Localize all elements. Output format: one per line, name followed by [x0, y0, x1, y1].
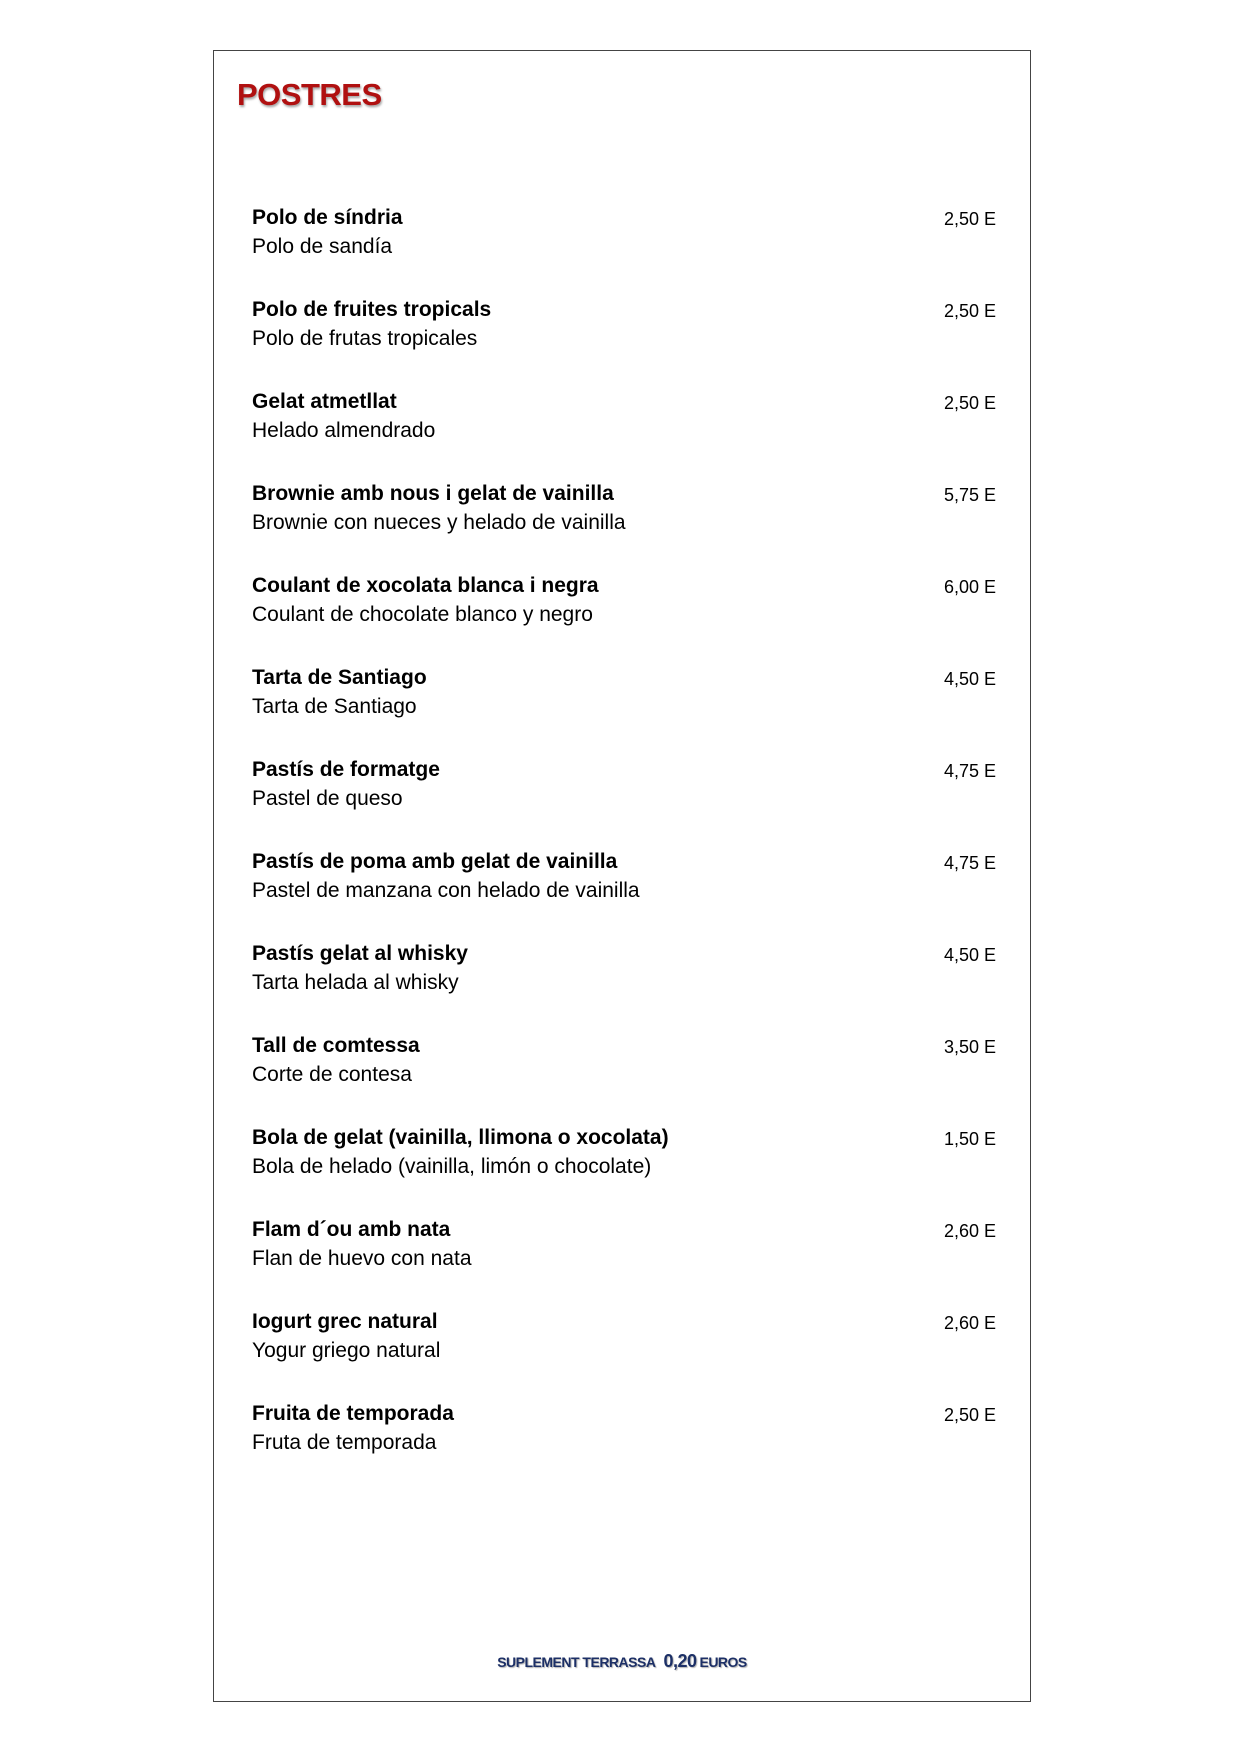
item-name: Tarta de Santiago: [252, 666, 427, 689]
menu-item: [252, 940, 996, 1032]
item-name: Brownie amb nous i gelat de vainilla: [252, 482, 614, 505]
item-description: Helado almendrado: [252, 419, 436, 442]
supplement-value: 0,20: [663, 1651, 697, 1671]
item-description: Polo de frutas tropicales: [252, 327, 478, 350]
menu-item: [252, 1216, 996, 1308]
item-price: 6,00 E: [943, 577, 996, 597]
item-price: 4,75 E: [943, 761, 996, 781]
item-name: Pastís gelat al whisky: [252, 942, 468, 965]
item-description: Flan de huevo con nata: [252, 1247, 472, 1270]
item-description: Tarta de Santiago: [252, 695, 417, 718]
item-name: Polo de síndria: [252, 206, 403, 229]
menu-item: [252, 480, 996, 572]
item-price: 3,50 E: [943, 1037, 996, 1057]
item-name: Gelat atmetllat: [252, 390, 397, 413]
item-description: Fruta de temporada: [252, 1431, 437, 1454]
item-description: Bola de helado (vainilla, limón o chocolate): [252, 1155, 652, 1178]
item-name: Pastís de formatge: [252, 758, 440, 781]
item-price: 4,75 E: [943, 853, 996, 873]
supplement-label: SUPLEMENT TERRASSA: [497, 1654, 656, 1670]
item-price: 4,50 E: [943, 945, 996, 965]
menu-item: [252, 572, 996, 664]
item-price: 1,50 E: [943, 1129, 996, 1149]
menu-item: [252, 1308, 996, 1400]
item-description: Pastel de queso: [252, 787, 403, 810]
menu-item: [252, 664, 996, 756]
supplement-unit: EUROS: [699, 1654, 747, 1670]
item-description: Tarta helada al whisky: [252, 971, 459, 994]
item-price: 2,60 E: [943, 1221, 996, 1241]
menu-item: [252, 1124, 996, 1216]
menu-item: [252, 756, 996, 848]
menu-item: [252, 204, 996, 296]
menu-item: [252, 388, 996, 480]
item-description: Yogur griego natural: [252, 1339, 441, 1362]
menu-item: [252, 1032, 996, 1124]
item-price: 2,50 E: [943, 209, 996, 229]
item-price: 2,50 E: [943, 393, 996, 413]
item-name: Flam d´ou amb nata: [252, 1218, 451, 1241]
item-name: Iogurt grec natural: [252, 1310, 438, 1333]
menu-frame: [213, 50, 1031, 1702]
item-name: Coulant de xocolata blanca i negra: [252, 574, 599, 597]
menu-list: [252, 204, 996, 1492]
item-price: 2,50 E: [943, 1405, 996, 1425]
menu-item: [252, 1400, 996, 1492]
item-name: Tall de comtessa: [252, 1034, 420, 1057]
item-price: 2,50 E: [943, 301, 996, 321]
item-name: Fruita de temporada: [252, 1402, 454, 1425]
item-description: Pastel de manzana con helado de vainilla: [252, 879, 640, 902]
terrace-supplement-note: [214, 1651, 1030, 1672]
menu-item: [252, 296, 996, 388]
item-price: 2,60 E: [943, 1313, 996, 1333]
item-name: Polo de fruites tropicals: [252, 298, 492, 321]
item-name: Bola de gelat (vainilla, llimona o xocolata): [252, 1126, 669, 1149]
item-price: 5,75 E: [943, 485, 996, 505]
item-description: Polo de sandía: [252, 235, 393, 258]
item-description: Corte de contesa: [252, 1063, 412, 1086]
item-name: Pastís de poma amb gelat de vainilla: [252, 850, 618, 873]
item-description: Coulant de chocolate blanco y negro: [252, 603, 593, 626]
menu-title: POSTRES: [237, 77, 382, 112]
menu-item: [252, 848, 996, 940]
item-price: 4,50 E: [943, 669, 996, 689]
item-description: Brownie con nueces y helado de vainilla: [252, 511, 626, 534]
